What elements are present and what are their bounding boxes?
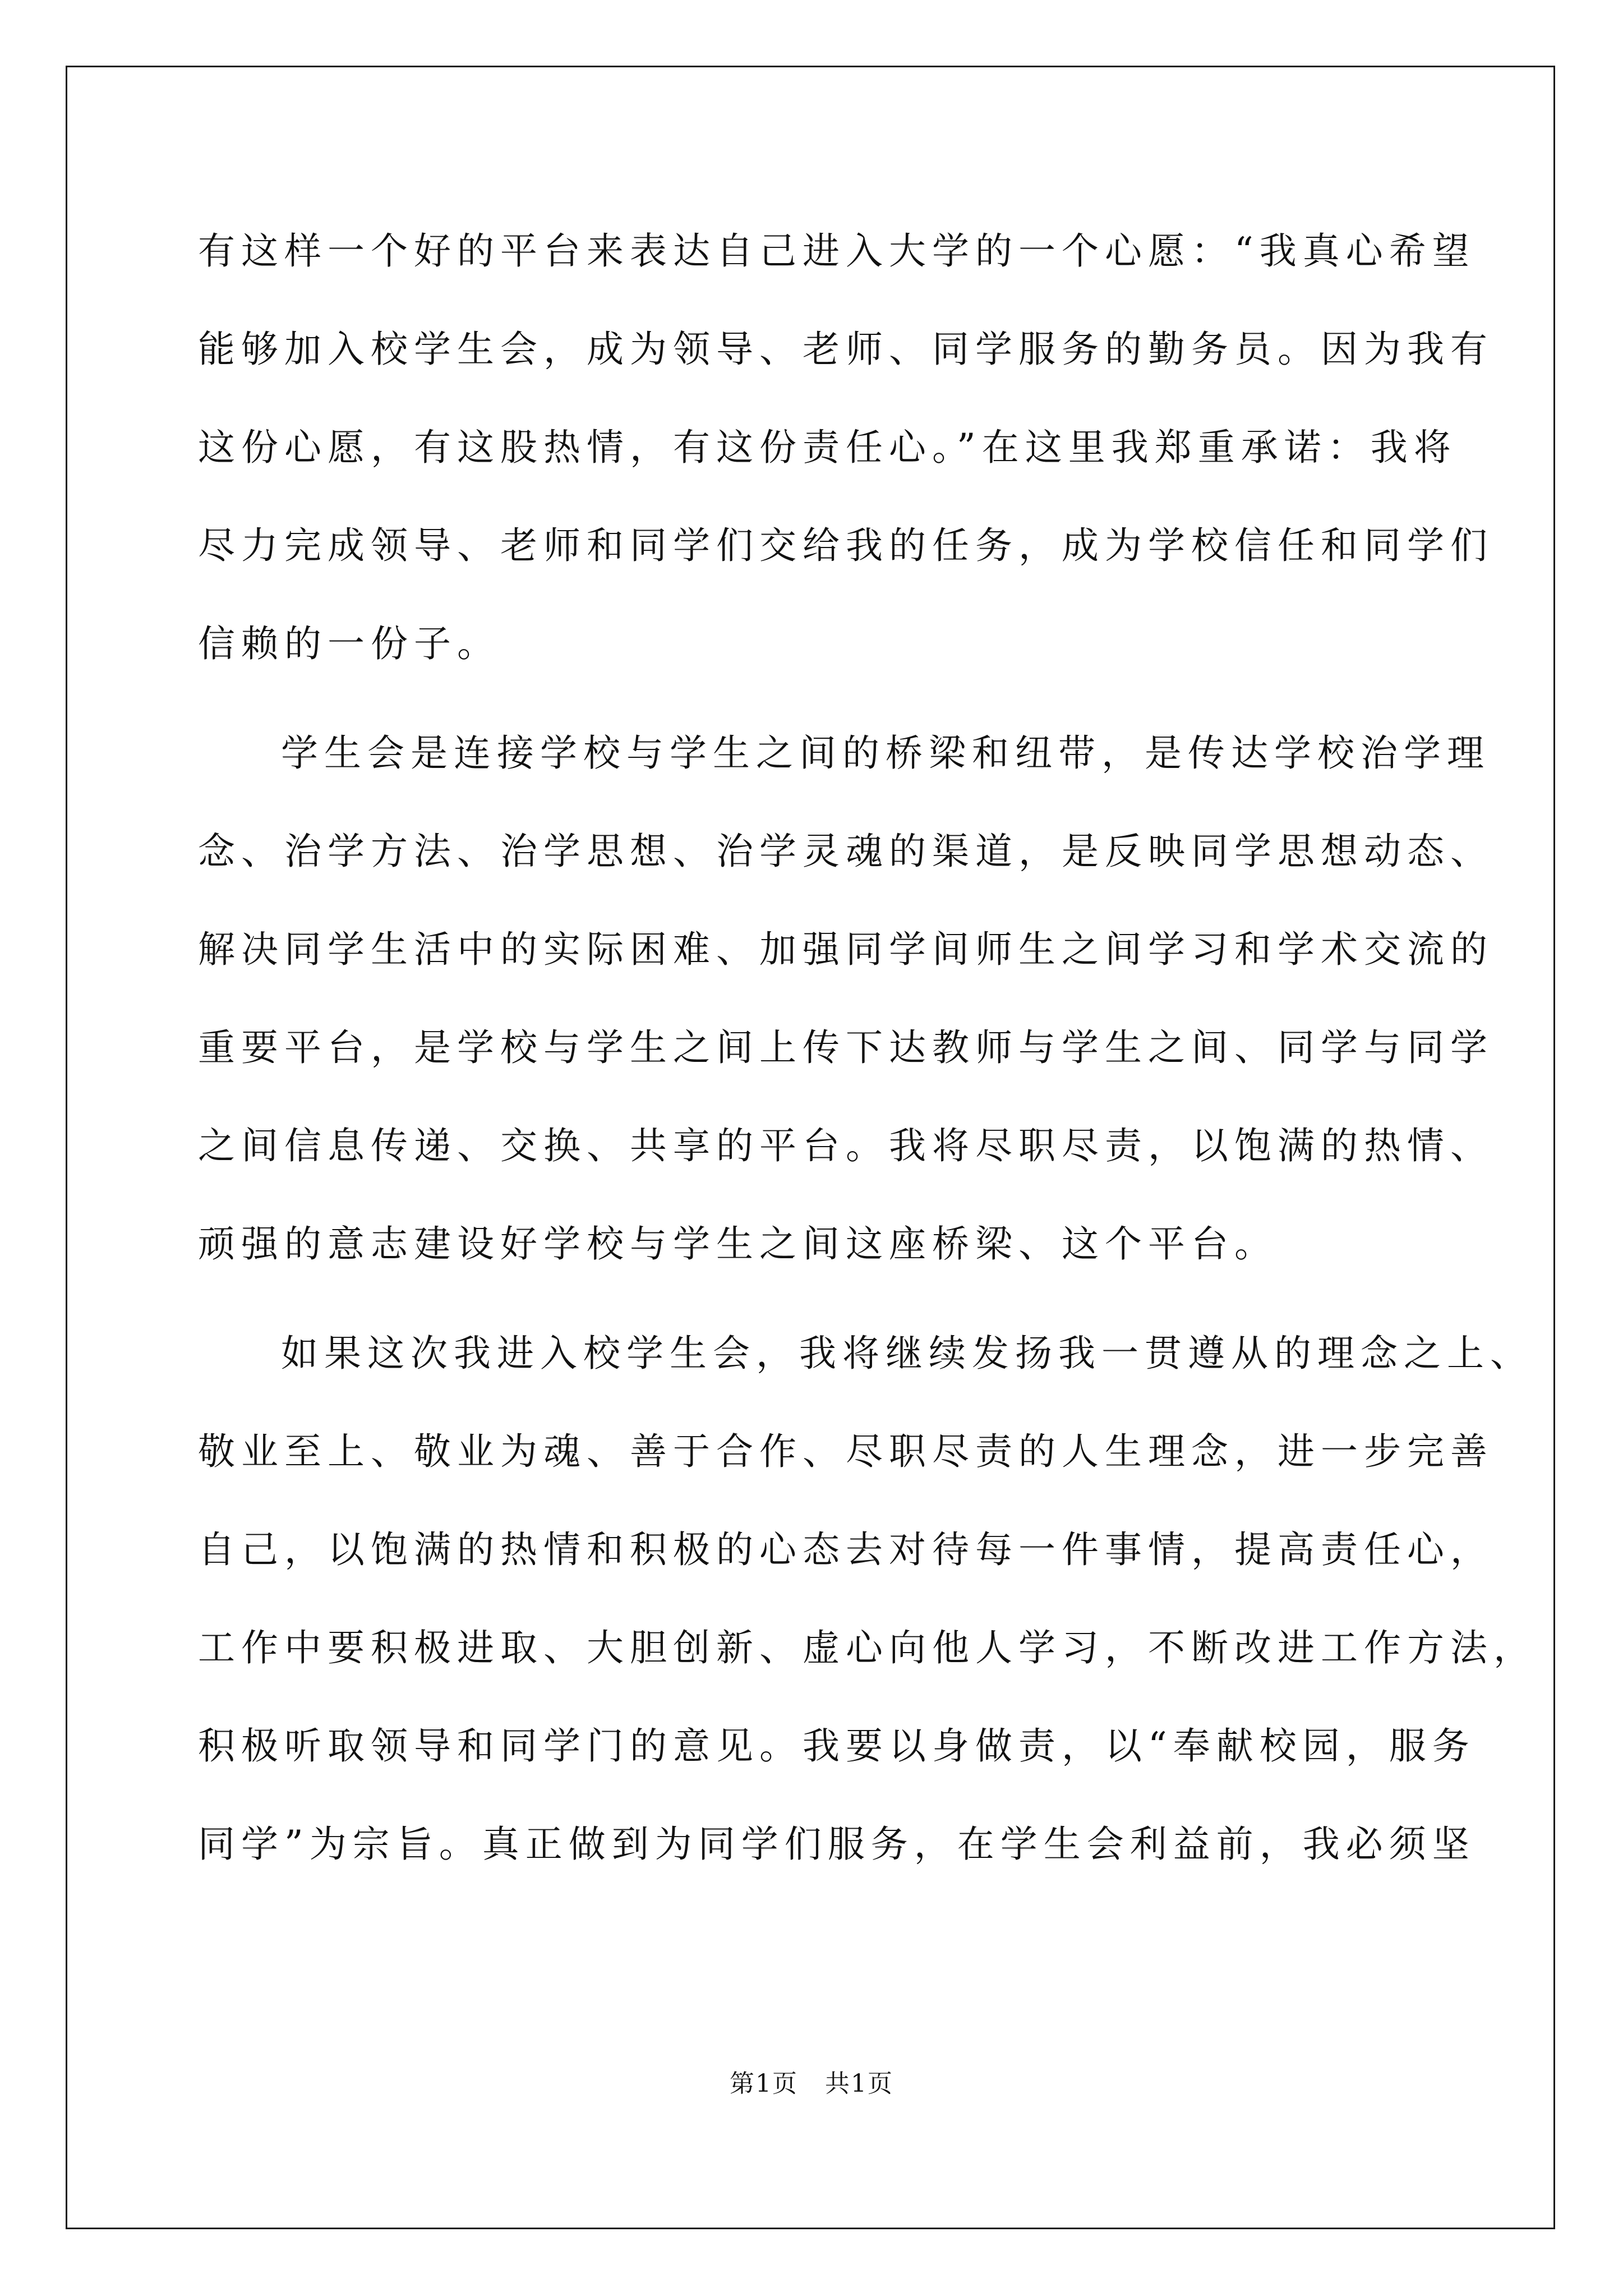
text-line: 之间信息传递、交换、共享的平台。我将尽职尽责，以饱满的热情、 (198, 1124, 1493, 1167)
text-line: 有这样一个好的平台来表达自己进入大学的一个心愿：“我真心希望 (198, 229, 1476, 273)
text-line: 自己，以饱满的热情和积极的心态去对待每一件事情，提高责任心， (198, 1528, 1493, 1571)
paragraph (198, 704, 1493, 1293)
paragraph-gap (198, 1293, 1474, 1304)
paragraph (198, 1304, 1537, 1893)
text-line: 顽强的意志建设好学校与学生之间这座桥梁、这个平台。 (198, 1222, 1278, 1266)
text-line: 尽力完成领导、老师和同学们交给我的任务，成为学校信任和同学们 (198, 524, 1493, 567)
text-line: 同学”为宗旨。真正做到为同学们服务，在学生会利益前，我必须坚 (198, 1823, 1476, 1866)
page-total: 共1页 (825, 2069, 893, 2098)
text-line: 如果这次我进入校学生会，我将继续发扬我一贯遵从的理念之上、 (281, 1332, 1533, 1375)
text-line: 敬业至上、敬业为魂、善于合作、尽职尽责的人生理念，进一步完善 (198, 1430, 1493, 1473)
paragraph-gap (198, 693, 1474, 704)
text-line: 积极听取领导和同学门的意见。我要以身做责，以“奉献校园，服务 (198, 1724, 1476, 1768)
text-line: 解决同学生活中的实际困难、加强同学间师生之间学习和学术交流的 (198, 928, 1493, 971)
text-line: 念、治学方法、治学思想、治学灵魂的渠道，是反映同学思想动态、 (198, 830, 1493, 873)
text-line: 这份心愿，有这股热情，有这份责任心。”在这里我郑重承诺：我将 (198, 426, 1457, 469)
page-number: 第1页 (730, 2069, 798, 2098)
page-footer (0, 2067, 1623, 2101)
text-line: 能够加入校学生会，成为领导、老师、同学服务的勤务员。因为我有 (198, 328, 1493, 371)
text-line: 重要平台，是学校与学生之间上传下达教师与学生之间、同学与同学 (198, 1026, 1493, 1069)
text-line: 信赖的一份子。 (198, 622, 500, 665)
document-body (198, 202, 1537, 1893)
text-line: 工作中要积极进取、大胆创新、虚心向他人学习，不断改进工作方法， (198, 1626, 1537, 1669)
text-line: 学生会是连接学校与学生之间的桥梁和纽带，是传达学校治学理 (281, 731, 1490, 775)
paragraph (198, 202, 1493, 693)
